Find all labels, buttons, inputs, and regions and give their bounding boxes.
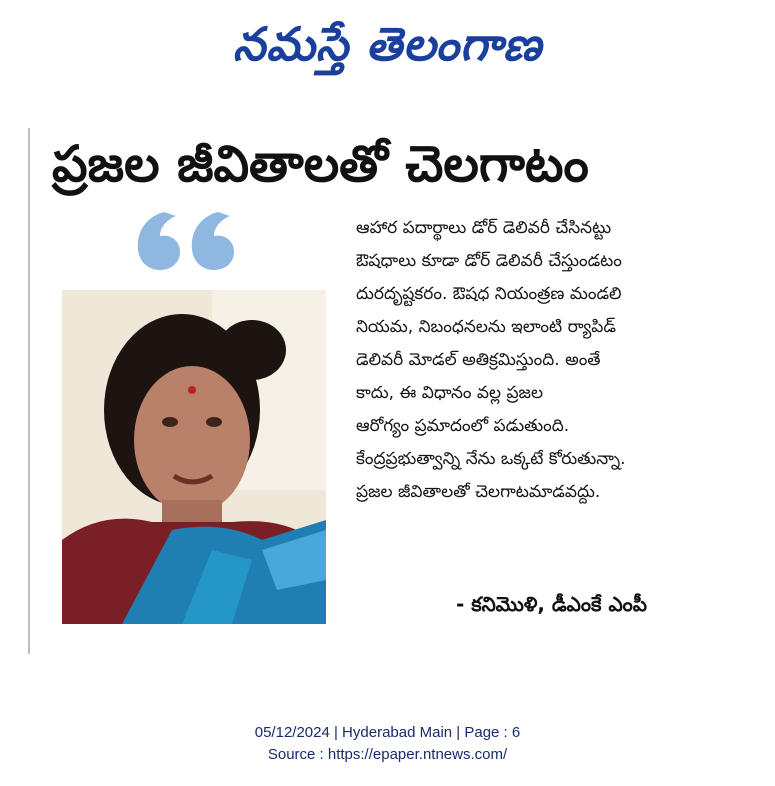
quote-line: ప్రజల జీవితాలతో చెలగాటమాడవద్దు. bbox=[356, 482, 601, 502]
page-footer bbox=[0, 722, 775, 766]
quote-line: డెలివరీ మోడల్ అతిక్రమిస్తుంది. అంతే bbox=[356, 350, 601, 370]
newspaper-logo: నమస్తే తెలంగాణ bbox=[232, 17, 543, 71]
quote-line: దురదృష్టకరం. ఔషధ నియంత్రణ మండలి bbox=[356, 284, 622, 304]
quote-line: ఆహార పదార్థాలు డోర్ డెలివరీ చేసినట్టు bbox=[356, 218, 612, 238]
quote-line: కేంద్రప్రభుత్వాన్ని నేను ఒక్కటే కోరుతున్నా. bbox=[356, 449, 626, 469]
quote-attribution: - కనిమొళి, డీఎంకే ఎంపీ bbox=[456, 592, 648, 616]
person-photo bbox=[62, 290, 326, 624]
masthead bbox=[0, 0, 775, 100]
edition-info: 05/12/2024 | Hyderabad Main | Page : 6 bbox=[254, 724, 521, 741]
clipping-border bbox=[28, 128, 30, 654]
quote-line: ఔషధాలు కూడా డోర్ డెలివరీ చేస్తుండటం bbox=[356, 251, 622, 271]
quote-line: నియమ, నిబంధనలను ఇలాంటి ర్యాపిడ్ bbox=[356, 317, 616, 337]
quote-marks-icon bbox=[134, 208, 236, 272]
portrait-illustration bbox=[62, 290, 326, 624]
quote-line: ఆరోగ్యం ప్రమాదంలో పడుతుంది. bbox=[356, 416, 570, 436]
article-headline: ప్రజల జీవితాలతో చెలగాటం bbox=[52, 135, 589, 193]
quote-text bbox=[356, 212, 736, 509]
source-link[interactable]: Source : https://epaper.ntnews.com/ bbox=[267, 746, 508, 763]
quote-line: కాదు, ఈ విధానం వల్ల ప్రజల bbox=[356, 383, 544, 403]
